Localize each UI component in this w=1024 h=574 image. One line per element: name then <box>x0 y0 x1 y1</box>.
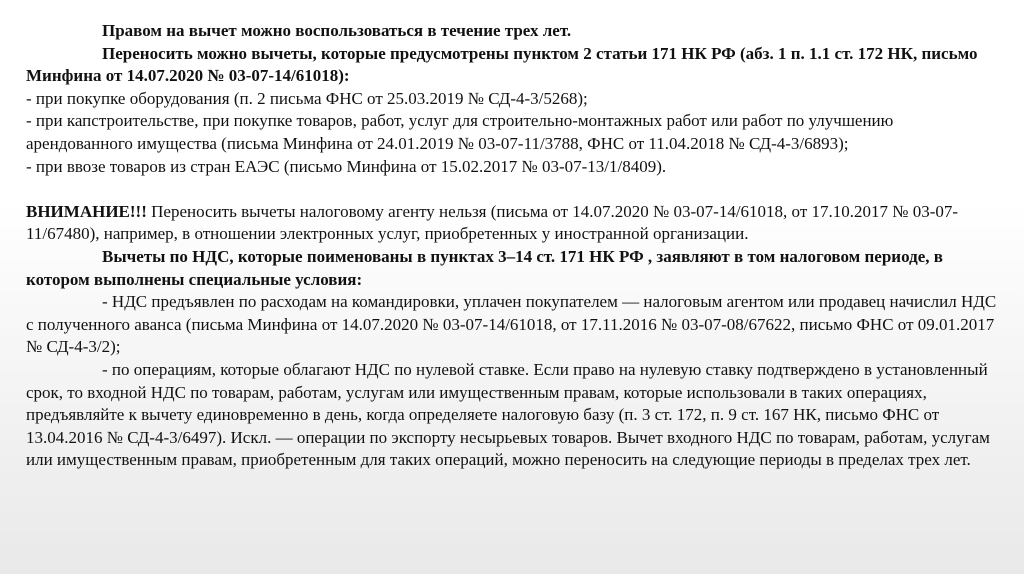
document-body <box>26 20 1001 472</box>
list-item-eaeu-import: - при ввозе товаров из стран ЕАЭС (письмо Минфина от 15.02.2017 № 03-07-13/1/8409). <box>26 156 667 176</box>
attention-text: Переносить вычеты налоговому агенту нельзя (письма от 14.07.2020 № 03-07-14/61018, от 17.10.2017 № 03-07-11/67480), например, в отношении электронных услуг, приобретенных у иностранной организации. <box>26 201 959 244</box>
list-item-zero-rate: - по операциям, которые облагают НДС по нулевой ставке. Если право на нулевую ставку подтверждено в установленный срок, то входной НДС по товарам, работам, услугам или имущественным правам, которые использовали в таких операциях, предъявляйте к вычету единовременно в день, когда определяете налоговую базу (п. 3 ст. 172, п. 9 ст. 167 НК, письмо ФНС от 13.04.2016 № СД-4-3/6497). Искл. — операции по экспорту несырьевых товаров. Вычет входного НДС по товарам, работам, услугам или имущественным правам, приобретенным для таких операций, можно переносить на следующие периоды в пределах трех лет. <box>26 359 990 470</box>
paragraph-transfer-deductions: Переносить можно вычеты, которые предусмотрены пунктом 2 статьи 171 НК РФ (абз. 1 п. 1.1 ст. 172 НК, письмо Минфина от 14.07.2020 № 03-07-14/61018): <box>26 43 978 86</box>
list-item-business-trips: - НДС предъявлен по расходам на командировки, уплачен покупателем — налоговым агентом или продавец начислил НДС с полученного аванса (письма Минфина от 14.07.2020 № 03-07-14/61018, от 17.11.2016 № 03-07-08/67622, письмо ФНС от 09.01.2017 № СД-4-3/2); <box>26 292 997 357</box>
list-item-equipment: - при покупке оборудования (п. 2 письма ФНС от 25.03.2019 № СД-4-3/5268); <box>26 88 588 108</box>
attention-label: ВНИМАНИЕ!!! <box>26 201 147 221</box>
paragraph-attention <box>26 201 1001 246</box>
list-item-construction: - при капстроительстве, при покупке товаров, работ, услуг для строительно-монтажных работ или работ по улучшению арендованного имущества (письма Минфина от 24.01.2019 № 03-07-11/3788, ФНС от 11.04.2018 № СД-4-3/6893); <box>26 111 894 153</box>
paragraph-deduction-period: Правом на вычет можно воспользоваться в течение трех лет. <box>102 21 572 40</box>
paragraph-special-conditions: Вычеты по НДС, которые поименованы в пунктах 3–14 ст. 171 НК РФ , заявляют в том налоговом периоде, в котором выполнены специальные условия: <box>26 246 943 289</box>
spacer <box>26 178 1001 201</box>
